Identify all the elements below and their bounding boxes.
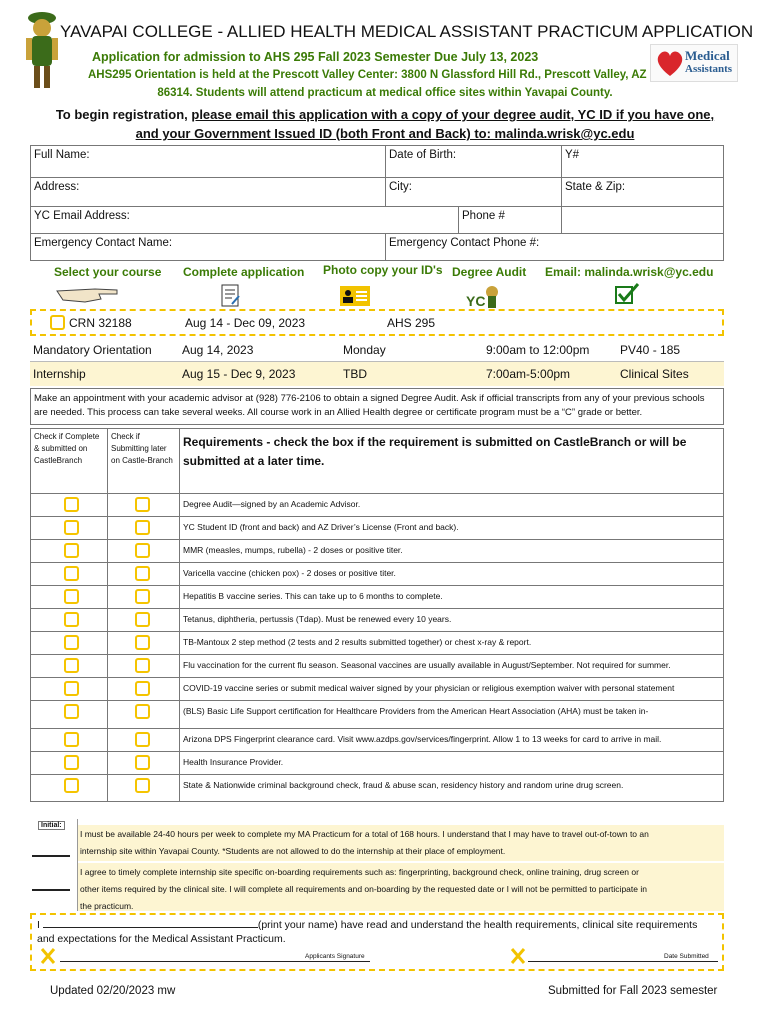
requirement-row	[30, 655, 724, 678]
requirement-text: Varicella vaccine (chicken pox) - 2 doses or positive titer.	[183, 568, 396, 578]
col-requirements-header: Requirements - check the box if the requirement is submitted on CastleBranch or will be submitted at a later time.	[183, 435, 687, 468]
complete-checkbox[interactable]	[64, 612, 79, 627]
requirement-row	[30, 701, 724, 729]
footer-semester: Submitted for Fall 2023 semester	[548, 985, 718, 997]
ack-onboarding-line-3: the practicum.	[80, 901, 134, 911]
requirement-row	[30, 540, 724, 563]
logo-text-medical: Medical	[685, 48, 730, 63]
later-cell	[108, 563, 180, 585]
full-name-field[interactable]: Full Name:	[31, 146, 386, 178]
initial-column	[30, 819, 78, 911]
phone-field[interactable]: Phone #	[462, 210, 505, 222]
schedule-room: PV40 - 185	[620, 343, 681, 357]
requirement-row	[30, 752, 724, 775]
complete-checkbox[interactable]	[64, 497, 79, 512]
date-submitted-label: Date Submitted	[664, 953, 709, 960]
complete-cell	[31, 517, 108, 539]
later-checkbox[interactable]	[135, 681, 150, 696]
col-later-header: Check if Submitting later on Castle-Branch	[108, 429, 180, 493]
later-checkbox[interactable]	[135, 755, 150, 770]
complete-checkbox[interactable]	[64, 704, 79, 719]
requirement-text: MMR (measles, mumps, rubella) - 2 doses or positive titer.	[183, 545, 403, 555]
complete-cell	[31, 494, 108, 516]
requirement-text: Flu vaccination for the current flu season. Seasonal vaccines are usually available in August/September. Not required for summer.	[183, 660, 671, 670]
svg-text:YC: YC	[466, 293, 486, 309]
requirement-row	[30, 563, 724, 586]
complete-checkbox[interactable]	[64, 635, 79, 650]
complete-checkbox[interactable]	[64, 681, 79, 696]
checkmark-icon	[614, 282, 640, 309]
ack-availability-line-1: I must be available 24-40 hours per week to complete my MA Practicum for a total of 168 hours. I understand that I may have to travel out-of-town to an	[80, 829, 649, 839]
requirement-text: Tetanus, diphtheria, pertussis (Tdap). Must be renewed every 10 years.	[183, 614, 452, 624]
course-code: AHS 295	[387, 316, 436, 330]
complete-cell	[31, 678, 108, 700]
emergency-contact-phone-field[interactable]: Emergency Contact Phone #:	[386, 234, 724, 261]
later-cell	[108, 752, 180, 774]
later-checkbox[interactable]	[135, 543, 150, 558]
later-checkbox[interactable]	[135, 566, 150, 581]
later-cell	[108, 678, 180, 700]
requirement-row	[30, 729, 724, 752]
schedule-row	[30, 362, 724, 386]
dob-field[interactable]: Date of Birth:	[386, 146, 562, 178]
later-cell	[108, 775, 180, 801]
page-title: YAVAPAI COLLEGE - ALLIED HEALTH MEDICAL ASSISTANT PRACTICUM APPLICATION	[60, 22, 754, 41]
initial-line-2[interactable]	[32, 889, 70, 891]
schedule-time: 7:00am-5:00pm	[486, 367, 571, 381]
schedule-date: Aug 15 - Dec 9, 2023	[182, 367, 296, 381]
step-email: Email: malinda.wrisk@yc.edu	[545, 265, 714, 279]
complete-checkbox[interactable]	[64, 520, 79, 535]
date-submitted-line[interactable]	[528, 961, 718, 962]
later-checkbox[interactable]	[135, 658, 150, 673]
later-checkbox[interactable]	[135, 778, 150, 793]
step-complete-application: Complete application	[183, 265, 305, 279]
course-dates: Aug 14 - Dec 09, 2023	[185, 316, 306, 330]
orientation-line-1: AHS295 Orientation is held at the Prescott Valley Center: 3800 N Glassford Hill Rd., Prescott Valley, AZ	[88, 69, 647, 81]
complete-cell	[31, 752, 108, 774]
requirement-text: Degree Audit—signed by an Academic Advisor.	[183, 499, 361, 509]
logo-text-assistants: Assistants	[685, 63, 733, 75]
registration-line-2: and your Government Issued ID (both Front and Back) to: malinda.wrisk@yc.edu	[135, 126, 635, 141]
print-name-line[interactable]	[43, 927, 258, 928]
applicant-signature-label: Applicants Signature	[305, 953, 365, 960]
medical-assistants-logo	[650, 44, 738, 82]
requirement-row	[30, 632, 724, 655]
course-crn: CRN 32188	[69, 316, 132, 330]
schedule-name: Internship	[33, 367, 86, 381]
date-x-icon	[510, 947, 526, 970]
requirement-text: Health Insurance Provider.	[183, 757, 284, 767]
requirement-text: Arizona DPS Fingerprint clearance card. Visit www.azdps.gov/services/fingerprint. Allow 1 to 13 weeks for card to arrive in mail.	[183, 734, 662, 744]
requirement-text: YC Student ID (front and back) and AZ Driver’s License (Front and back).	[183, 522, 459, 532]
applicant-signature-line[interactable]	[60, 961, 370, 962]
statement-prefix: I	[37, 919, 40, 931]
schedule-row	[30, 338, 724, 362]
later-checkbox[interactable]	[135, 732, 150, 747]
later-checkbox[interactable]	[135, 497, 150, 512]
step-degree-audit: Degree Audit	[452, 265, 527, 279]
complete-cell	[31, 632, 108, 654]
footer-updated: Updated 02/20/2023 mw	[50, 985, 176, 997]
requirement-text: COVID-19 vaccine series or submit medical waiver signed by your physician or religious exemption waiver with personal statement	[183, 683, 675, 693]
initial-line-1[interactable]	[32, 855, 70, 857]
schedule-date: Aug 14, 2023	[182, 343, 254, 357]
later-checkbox[interactable]	[135, 635, 150, 650]
complete-checkbox[interactable]	[64, 589, 79, 604]
pointing-hand-icon	[55, 283, 121, 310]
complete-cell	[31, 563, 108, 585]
later-cell	[108, 540, 180, 562]
later-cell	[108, 586, 180, 608]
course-checkbox[interactable]	[50, 315, 65, 330]
schedule-day: TBD	[343, 367, 367, 381]
city-field[interactable]: City:	[386, 178, 562, 207]
ack-availability	[78, 825, 724, 861]
complete-checkbox[interactable]	[64, 755, 79, 770]
y-number-field[interactable]: Y#	[562, 146, 724, 178]
complete-cell	[31, 655, 108, 677]
later-checkbox[interactable]	[135, 589, 150, 604]
ack-onboarding	[78, 863, 724, 911]
complete-checkbox[interactable]	[64, 543, 79, 558]
later-cell	[108, 632, 180, 654]
requirement-row	[30, 517, 724, 540]
application-subtitle: Application for admission to AHS 295 Fall 2023 Semester Due July 13, 2023	[92, 50, 539, 64]
id-card-icon	[340, 286, 370, 311]
advisor-note: Make an appointment with your academic advisor at (928) 776-2106 to obtain a signed Degree Audit. Ask if official transcripts from any of your previous schools are needed. This process can take several weeks. All course work in an Allied Health degree or certificate program must be a “C” grade or better.	[30, 388, 724, 425]
requirement-text: State & Nationwide criminal background check, fraud & abuse scan, residency history and random urine drug screen.	[183, 780, 624, 790]
later-checkbox[interactable]	[135, 612, 150, 627]
registration-line-1	[0, 107, 770, 122]
emergency-contact-name-field[interactable]: Emergency Contact Name:	[31, 234, 386, 261]
later-cell	[108, 517, 180, 539]
requirement-row	[30, 609, 724, 632]
complete-cell	[31, 540, 108, 562]
yc-email-field[interactable]: YC Email Address:	[31, 207, 459, 233]
step-select-course: Select your course	[54, 265, 162, 279]
requirement-row	[30, 586, 724, 609]
registration-prefix: To begin registration,	[55, 107, 192, 122]
signature-statement-line-1	[37, 919, 697, 931]
orientation-line-2: 86314. Students will attend practicum at medical office sites within Yavapai County.	[157, 87, 613, 99]
complete-checkbox[interactable]	[64, 658, 79, 673]
registration-underlined: please email this application with a copy of your degree audit, YC ID if you have one,	[191, 107, 715, 122]
col-complete-header: Check if Complete & submitted on CastleBranch	[31, 429, 108, 493]
course-selection-box	[30, 309, 724, 336]
complete-checkbox[interactable]	[64, 778, 79, 793]
applicant-info-table	[30, 145, 724, 261]
later-checkbox[interactable]	[135, 520, 150, 535]
requirement-row	[30, 678, 724, 701]
later-cell	[108, 701, 180, 728]
signature-statement-line-2: and expectations for the Medical Assistant Practicum.	[37, 933, 286, 945]
signature-box	[30, 913, 724, 971]
requirement-row	[30, 775, 724, 802]
schedule-name: Mandatory Orientation	[33, 343, 152, 357]
requirement-text: (BLS) Basic Life Support certification for Healthcare Providers from the American Heart Association (AHA) must be taken in-	[183, 706, 649, 716]
complete-cell	[31, 586, 108, 608]
schedule-time: 9:00am to 12:00pm	[486, 343, 590, 357]
requirement-text: TB-Mantoux 2 step method (2 tests and 2 results submitted together) or chest x-ray & report.	[183, 637, 532, 647]
complete-checkbox[interactable]	[64, 732, 79, 747]
ack-onboarding-line-1: I agree to timely complete internship site specific on-boarding requirements such as: fingerprinting, background check, online training, drug screen or	[80, 867, 639, 877]
later-cell	[108, 494, 180, 516]
complete-cell	[31, 775, 108, 801]
schedule-room: Clinical Sites	[620, 367, 689, 381]
mascot-logo	[22, 8, 62, 92]
requirements-header	[30, 428, 724, 494]
complete-cell	[31, 609, 108, 631]
requirement-text: Hepatitis B vaccine series. This can take up to 6 months to complete.	[183, 591, 443, 601]
later-checkbox[interactable]	[135, 704, 150, 719]
schedule-day: Monday	[343, 343, 386, 357]
signature-x-icon	[40, 947, 56, 970]
complete-cell	[31, 729, 108, 751]
ack-availability-line-2: internship site within Yavapai County. *Students are not allowed to do the internship at their place of employment.	[80, 846, 506, 856]
statement-suffix: (print your name) have read and understand the health requirements, clinical site requirements	[257, 919, 698, 931]
complete-cell	[31, 701, 108, 728]
address-field[interactable]: Address:	[31, 178, 386, 207]
later-cell	[108, 609, 180, 631]
initial-label: Initial:	[38, 821, 65, 830]
step-photo-id: Photo copy your ID's	[323, 263, 443, 277]
ack-onboarding-line-2: other items required by the clinical site. I will complete all requirements and on-boarding by the requested date or I will not be permitted to participate in	[80, 884, 647, 894]
requirement-row	[30, 494, 724, 517]
complete-checkbox[interactable]	[64, 566, 79, 581]
later-cell	[108, 655, 180, 677]
state-zip-field[interactable]: State & Zip:	[562, 178, 724, 207]
later-cell	[108, 729, 180, 751]
